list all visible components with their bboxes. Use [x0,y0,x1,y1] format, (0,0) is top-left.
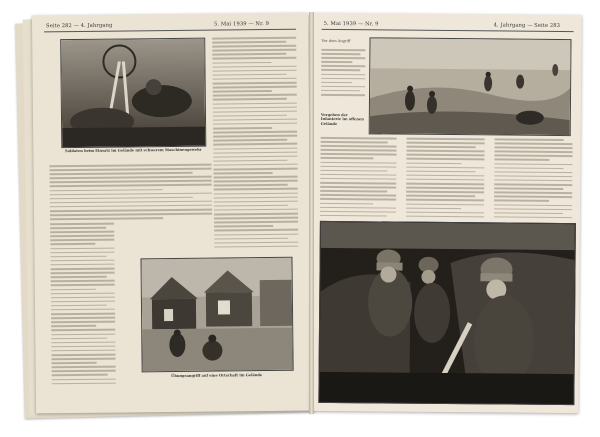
right-header-left: 5. Mai 1939 — Nr. 9 [323,20,379,28]
left-header-rule [44,29,296,32]
left-page [32,13,312,414]
right-header-rule [322,29,574,32]
left-text-column-left [50,223,116,387]
right-page [310,13,581,413]
photo-village-attack [140,257,293,373]
right-text-col-2 [406,138,485,221]
photo-top-caption: Soldaten beim Einsatz im Gelände mit schwerem Maschinengewehr [65,147,202,154]
right-header-right: 4. Jahrgang — Seite 283 [493,22,561,29]
photo-bottom-caption: Übungsangriff auf eine Ortschaft im Gelände [171,373,263,379]
right-photo-legend: Vor dem Angriff [321,38,351,44]
left-header-left: Seite 282 — 4. Jahrgang [46,22,113,30]
photo-infantry-advance [369,37,572,136]
right-legend-lines [321,49,365,99]
right-text-col-1 [320,137,397,220]
photo-machine-gun-crew [60,38,206,149]
right-top-caption: Vorgehen der Infanterie im offenen Gelände [320,112,364,126]
photo-soldiers-trench [318,221,576,405]
left-text-wide [49,164,212,223]
left-text-column-right [212,37,298,251]
book-gutter [309,12,314,414]
left-header-right: 5. Mai 1939 — Nr. 9 [213,20,270,28]
right-text-col-3 [494,138,573,221]
